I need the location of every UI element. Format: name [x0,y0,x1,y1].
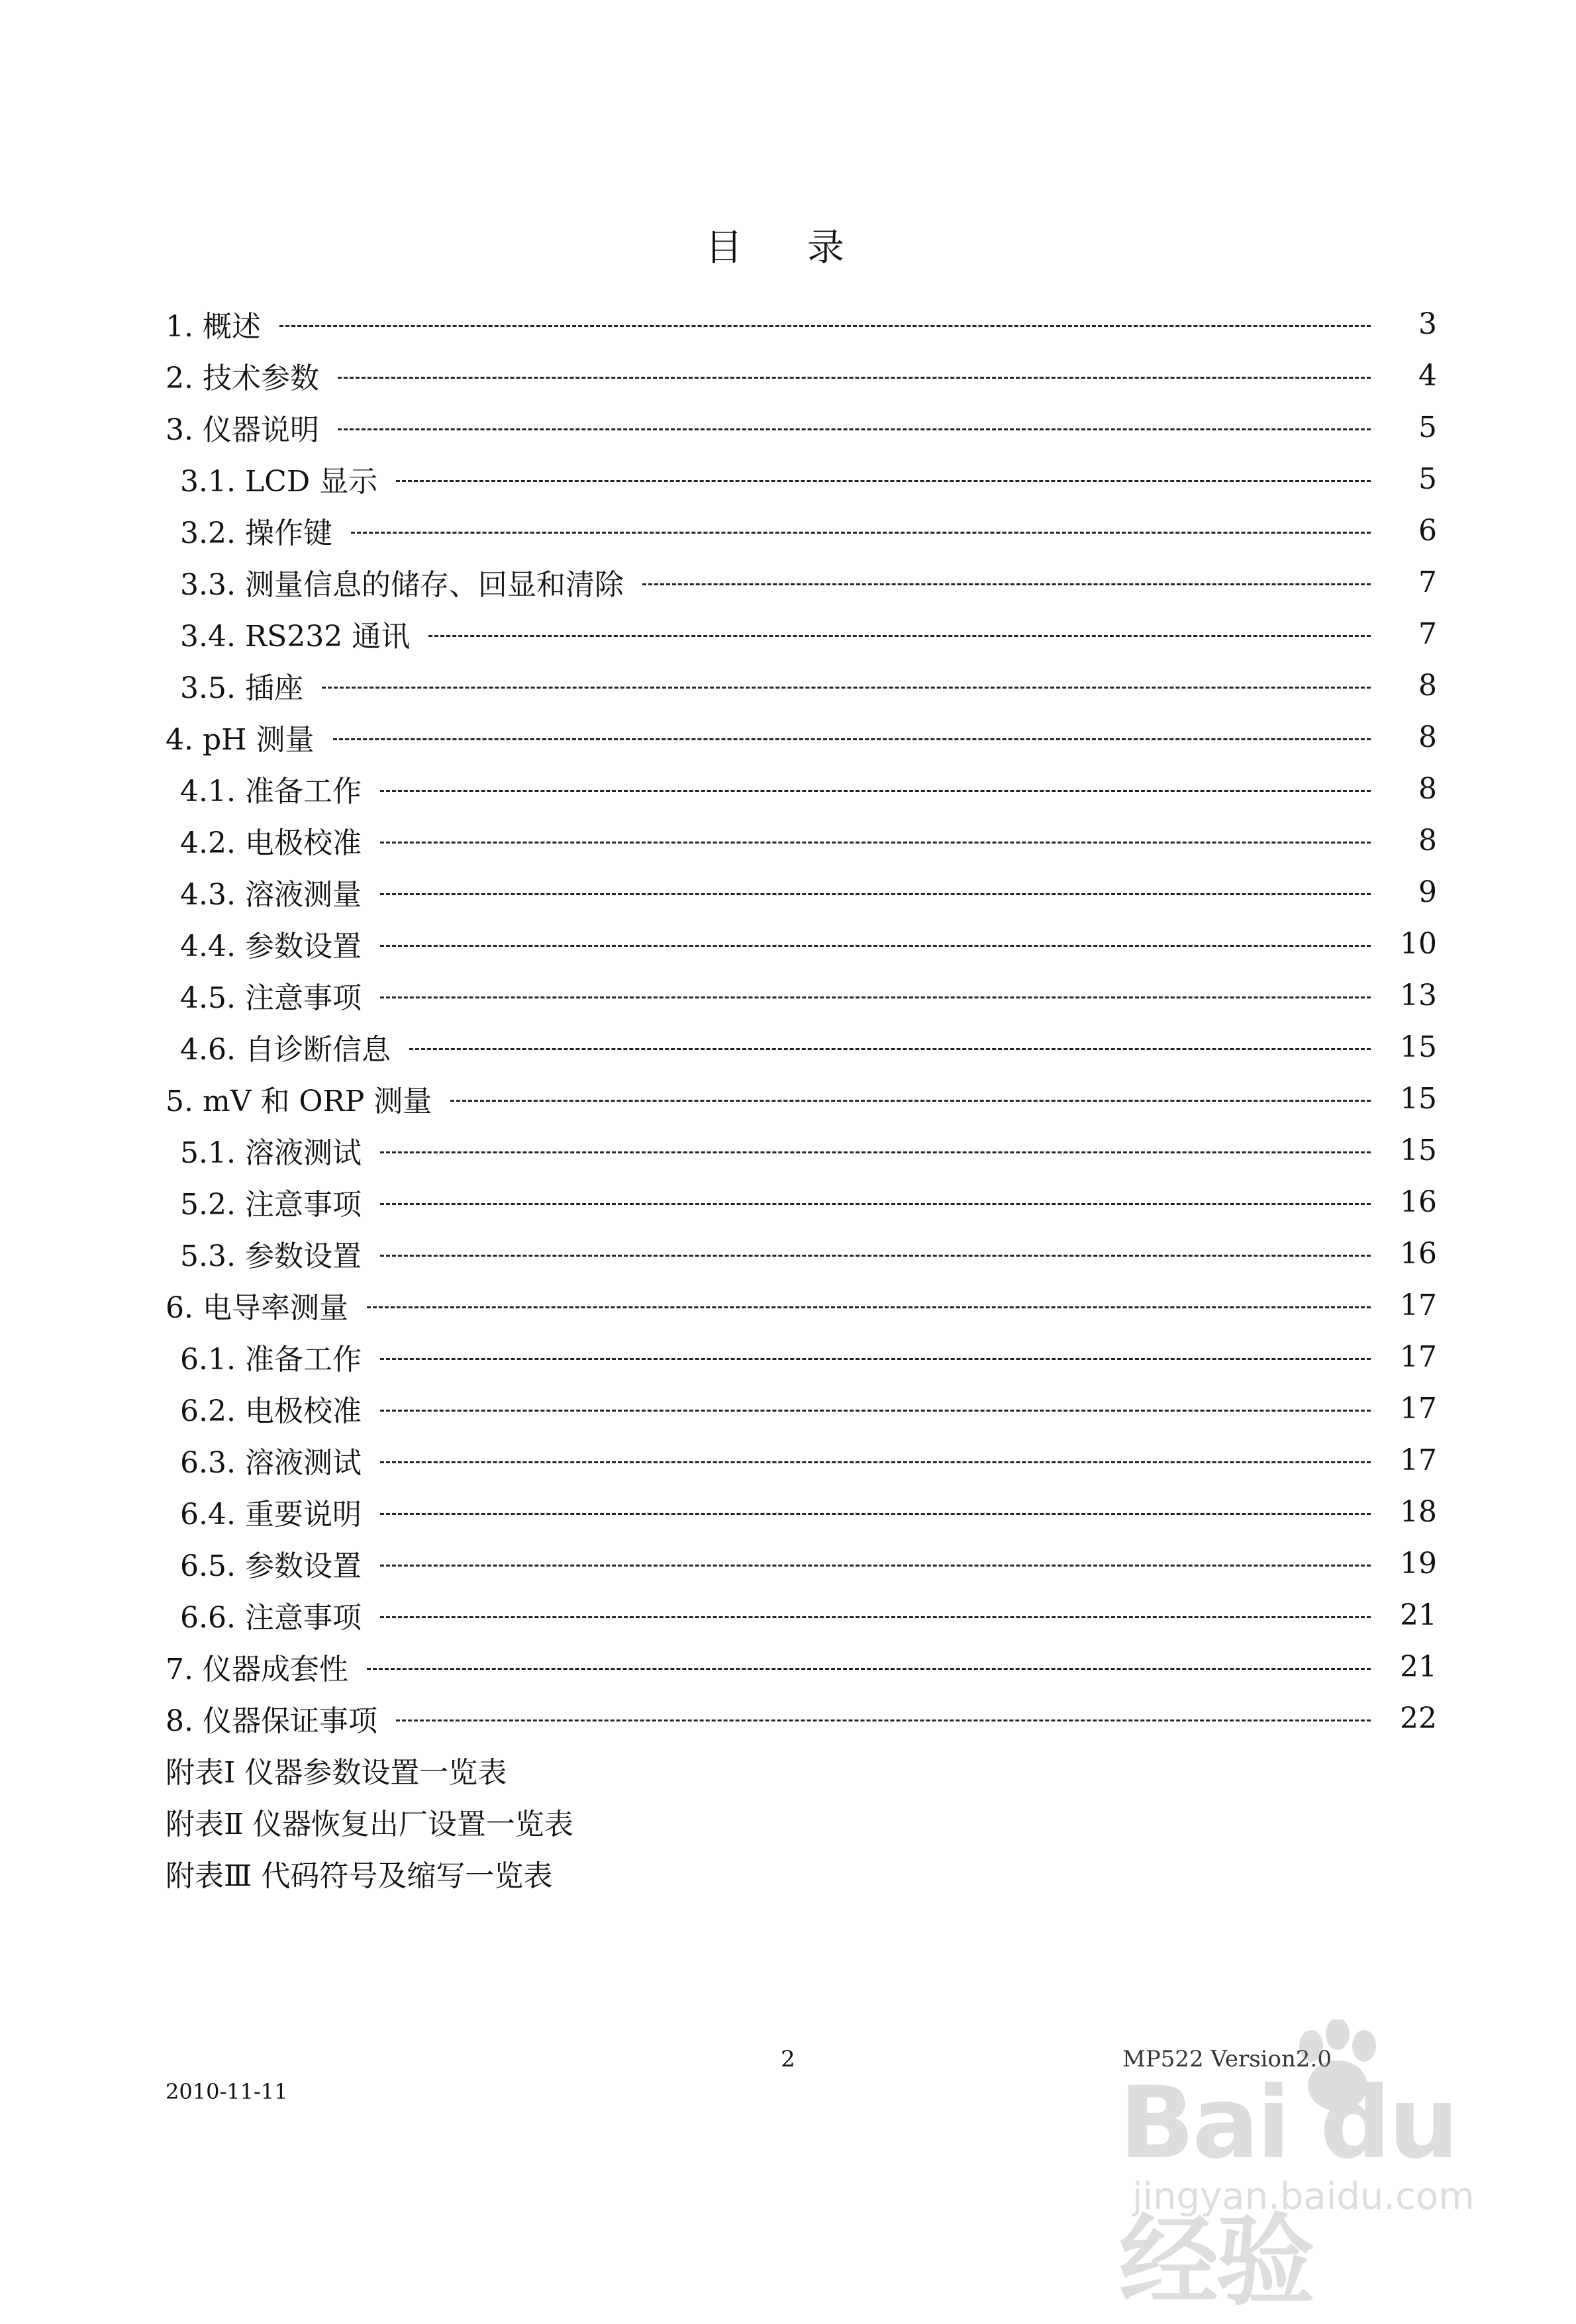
toc-entry-page: 16 [1400,1236,1437,1271]
appendix-entry [166,1744,1437,1796]
toc-entry-page: 15 [1400,1081,1437,1116]
toc-dash-leader [380,1203,1371,1205]
toc-dash-leader [380,893,1371,895]
toc-entry [166,1537,1437,1589]
toc-entry-label: 7. 仪器成套性 [166,1653,348,1686]
baidu-watermark [1119,2019,1490,2319]
toc-entry [166,969,1437,1021]
toc-entry-label: 6.6. 注意事项 [180,1601,362,1635]
toc-dash-leader [380,1358,1371,1360]
toc-entry-page: 8 [1418,720,1437,754]
toc-dash-leader [380,1410,1371,1412]
toc-dash-leader [380,1255,1371,1257]
toc-entry-label: 4.3. 溶液测量 [180,878,362,912]
toc-entry [166,505,1437,556]
toc-entry-label: 5.2. 注意事项 [180,1188,362,1222]
toc-entry-page: 5 [1418,410,1437,444]
toc-entry-label: 3.1. LCD 显示 [180,465,378,499]
toc-entry-page: 16 [1400,1185,1437,1219]
toc-dash-leader [409,1048,1371,1050]
toc-entry [166,1382,1437,1434]
toc-entry-label: 5.1. 溶液测试 [180,1136,362,1170]
toc-dash-leader [333,738,1371,740]
toc-dash-leader [279,325,1371,327]
toc-entry [166,763,1437,814]
toc-dash-leader [380,1461,1371,1463]
appendix-entry [166,1847,1437,1899]
toc-entry [166,1279,1437,1331]
toc-dash-leader [450,1100,1371,1102]
toc-dash-leader [380,1513,1371,1515]
toc-entry-label: 6.3. 溶液测试 [180,1446,362,1480]
toc-dash-leader [396,1719,1371,1721]
toc-dash-leader [380,945,1371,947]
toc-entry-page: 15 [1400,1030,1437,1064]
toc-entry-label: 1. 概述 [166,310,261,344]
appendix-entry [166,1796,1437,1847]
toc-entry [166,453,1437,505]
toc-entry-label: 4.1. 准备工作 [180,775,362,808]
toc-entry-page: 18 [1400,1494,1437,1529]
toc-entry [166,1486,1437,1537]
toc-entry-page: 17 [1400,1443,1437,1477]
toc-entry-page: 13 [1400,978,1437,1012]
toc-entry-page: 8 [1418,771,1437,806]
toc-entry-label: 5.3. 参数设置 [180,1239,362,1273]
toc-entry [166,401,1437,453]
toc-entry-label: 3.3. 测量信息的储存、回显和清除 [180,568,624,602]
toc-dash-leader [367,1306,1371,1308]
toc-entry-page: 19 [1400,1546,1437,1580]
toc-entry-page: 21 [1400,1598,1437,1632]
toc-dash-leader [351,532,1371,534]
toc-dash-leader [380,842,1371,844]
toc-entry [166,350,1437,401]
table-of-contents [166,298,1437,1899]
toc-entry [166,608,1437,659]
page-title: 目 录 [705,226,871,269]
appendix-entry-label: 附表Ⅰ 仪器参数设置一览表 [166,1756,507,1790]
toc-dash-leader [380,1151,1371,1153]
toc-dash-leader [380,996,1371,998]
toc-entry [166,1589,1437,1641]
toc-entry [166,1176,1437,1228]
toc-entry [166,1021,1437,1073]
toc-entry [166,1641,1437,1692]
toc-dash-leader [380,1565,1371,1567]
toc-entry-label: 6. 电导率测量 [166,1291,348,1325]
toc-entry [166,1434,1437,1486]
toc-dash-leader [322,687,1371,689]
toc-entry [166,298,1437,350]
toc-entry-label: 3. 仪器说明 [166,413,319,447]
toc-entry-page: 15 [1400,1133,1437,1167]
document-date: 2010-11-11 [166,2079,288,2104]
toc-entry [166,1331,1437,1382]
toc-entry-page: 5 [1418,461,1437,496]
toc-entry [166,1228,1437,1279]
toc-entry-page: 8 [1418,823,1437,857]
toc-dash-leader [367,1668,1371,1670]
appendix-entry-label: 附表Ⅱ 仪器恢复出厂设置一览表 [166,1808,573,1841]
toc-dash-leader [338,428,1371,430]
toc-entry-page: 7 [1418,616,1437,651]
toc-dash-leader [380,1616,1371,1618]
toc-dash-leader [396,480,1371,482]
toc-dash-leader [642,583,1371,585]
toc-entry-label: 4.6. 自诊断信息 [180,1033,391,1067]
toc-entry-page: 4 [1418,358,1437,393]
toc-entry [166,659,1437,711]
toc-dash-leader [338,377,1371,379]
toc-entry [166,918,1437,969]
toc-entry-label: 4. pH 测量 [166,723,315,757]
toc-entry-page: 22 [1400,1701,1437,1735]
toc-entry-page: 10 [1400,926,1437,961]
toc-entry-page: 17 [1400,1391,1437,1426]
toc-entry-label: 3.2. 操作键 [180,516,332,550]
toc-entry [166,1692,1437,1744]
toc-entry [166,1073,1437,1124]
toc-entry-label: 5. mV 和 ORP 测量 [166,1085,432,1118]
version-label: MP522 Version2.0 [1122,2046,1332,2072]
toc-entry-label: 6.5. 参数设置 [180,1549,362,1583]
toc-dash-leader [380,790,1371,792]
page-number: 2 [781,2046,795,2072]
toc-entry-label: 4.2. 电极校准 [180,826,362,860]
toc-entry-page: 7 [1418,565,1437,599]
toc-entry [166,711,1437,763]
toc-entry-page: 9 [1418,875,1437,909]
toc-entry [166,556,1437,608]
toc-entry-page: 21 [1400,1649,1437,1684]
toc-dash-leader [428,635,1371,637]
toc-entry-page: 17 [1400,1288,1437,1322]
toc-entry [166,1124,1437,1176]
toc-entry-page: 3 [1418,307,1437,341]
toc-entry-label: 6.1. 准备工作 [180,1343,362,1377]
toc-entry-label: 4.5. 注意事项 [180,981,362,1015]
toc-entry-page: 17 [1400,1339,1437,1374]
toc-entry-label: 2. 技术参数 [166,362,319,395]
toc-entry-page: 6 [1418,513,1437,548]
toc-entry [166,866,1437,918]
toc-entry-label: 8. 仪器保证事项 [166,1704,377,1738]
toc-entry-label: 6.2. 电极校准 [180,1394,362,1428]
toc-entry-label: 3.5. 插座 [180,671,303,705]
toc-entry-label: 4.4. 参数设置 [180,930,362,963]
watermark-url: jingyan.baidu.com [1132,2175,1475,2218]
toc-entry-page: 8 [1418,668,1437,702]
toc-entry-label: 3.4. RS232 通讯 [180,620,411,654]
watermark-brand: Bai du 经验 [1119,2066,1457,2319]
appendix-entry-label: 附表Ⅲ 代码符号及缩写一览表 [166,1859,553,1893]
toc-entry [166,814,1437,866]
toc-entry-label: 6.4. 重要说明 [180,1498,362,1531]
